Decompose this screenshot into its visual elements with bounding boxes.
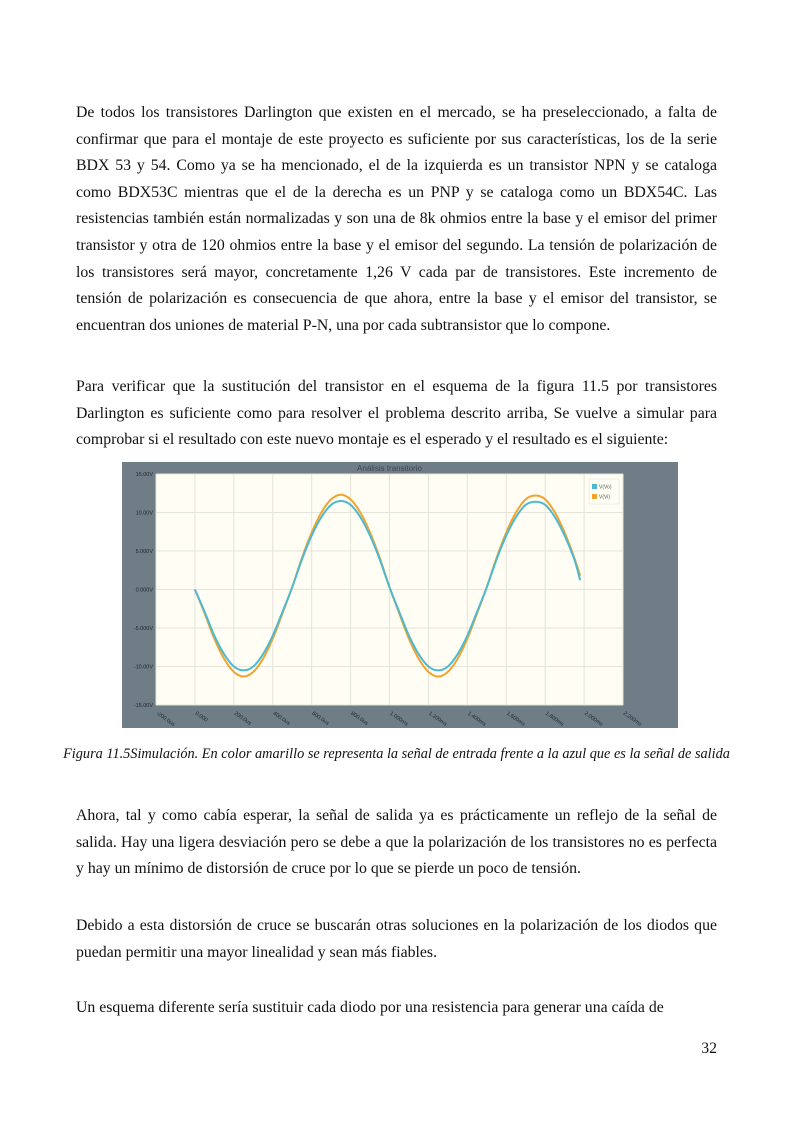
- y-tick-label: -15.00V: [133, 703, 153, 709]
- x-tick-label: 2.200ms: [621, 710, 643, 728]
- x-tick-label: 600.0us: [310, 710, 330, 727]
- x-tick-label: 1.600ms: [505, 710, 526, 728]
- y-tick-label: -5.000V: [133, 626, 153, 632]
- x-tick-label: 1.000ms: [388, 710, 410, 728]
- y-tick-label: 0.000V: [135, 587, 153, 594]
- y-tick-label: 10.00V: [135, 510, 153, 517]
- paragraph-verification: Para verificar que la sustitución del transistor en el esquema de la figura 11.5 por transistores Darlington es suficiente como para resolver el problema descrito arriba, Se vuelve a simular para comprobar si el resultado con este nuevo montaje es el esperado y el resultado es el siguiente:: [76, 378, 717, 449]
- legend-swatch: [592, 494, 597, 499]
- simulation-figure: [122, 462, 678, 728]
- paragraph-darlington: De todos los transistores Darlington que existen en el mercado, se ha preseleccionado, a falta de confirmar que para el montaje de este proyecto es suficiente por sus características, los de la serie BDX 53 y 54. Como ya se ha mencionado, el de la izquierda es un transistor NPN y se cataloga como BDX53C mientras que el de la derecha es un PNP y se cataloga como un BDX54C. Las resistencias también están normalizadas y son una de 8k ohmios entre la base y el emisor del primer transistor y otra de 120 ohmios entre la base y el emisor del segundo. La tensión de polarización de los transistores será mayor, concretamente 1,26 V cada par de transistores. Este incremento de tensión de polarización es consecuencia de que ahora, entre la base y el emisor del transistor, se encuentran dos uniones de material P-N, una por cada subtransistor que lo compone.: [76, 104, 717, 334]
- y-tick-label: 15.00V: [135, 472, 153, 478]
- y-tick-label: 5.000V: [135, 549, 153, 555]
- paragraph-result: Ahora, tal y como cabía esperar, la señal de salida ya es prácticamente un reflejo de la señal de salida. Hay una ligera desviación pero se debe a que la polarización de los transistores no es perfecta y hay un mínimo de distorsión de cruce por lo que se pierde un poco de tensión.: [76, 807, 717, 878]
- x-tick-label: 1.200ms: [427, 710, 449, 728]
- x-tick-label: 800.0us: [349, 710, 369, 727]
- legend-label: V(Vi): [599, 494, 611, 501]
- chart-title: Análisis transitorio: [357, 464, 422, 473]
- y-tick-label: -10.00V: [133, 664, 153, 671]
- page-number: 32: [701, 1040, 717, 1057]
- legend-swatch: [592, 484, 597, 489]
- x-tick-label: 1.800ms: [544, 710, 565, 728]
- transient-chart: [122, 462, 678, 728]
- paragraph-crossover: Debido a esta distorsión de cruce se buscarán otras soluciones en la polarización de los diodos que puedan permitir una mayor linealidad y sean más fiables.: [76, 917, 717, 961]
- x-tick-label: 1.400ms: [466, 710, 487, 728]
- x-tick-label: 0.000: [193, 710, 209, 724]
- legend-label: V(Vo): [599, 484, 612, 491]
- x-tick-label: 2.000ms: [582, 710, 604, 728]
- figure-caption: Figura 11.5Simulación. En color amarillo se representa la señal de entrada frente a la azul que es la señal de salida: [63, 746, 730, 762]
- x-tick-label: -200.0us: [154, 710, 176, 728]
- paragraph-alternative: Un esquema diferente sería sustituir cada diodo por una resistencia para generar una caída de: [76, 999, 664, 1016]
- x-tick-label: 200.0us: [232, 710, 253, 727]
- x-tick-label: 400.0us: [271, 710, 292, 727]
